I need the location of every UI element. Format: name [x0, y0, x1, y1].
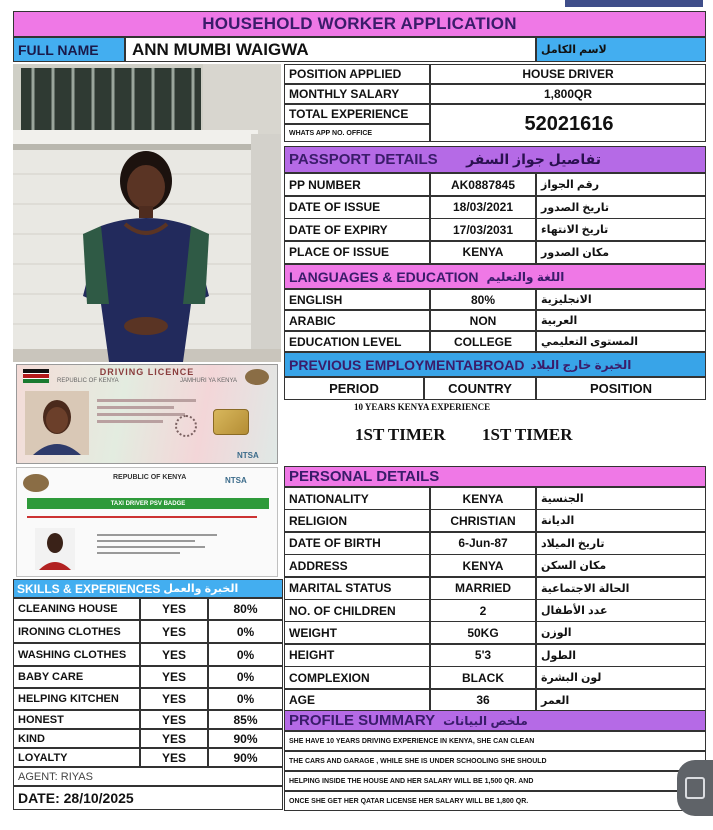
- page-title: HOUSEHOLD WORKER APPLICATION: [202, 14, 517, 33]
- personal-row-value: KENYA: [430, 554, 536, 577]
- passport-row-label-arabic: تاريخ الانتهاء: [536, 218, 706, 241]
- passport-row-value: 18/03/2021: [430, 196, 536, 219]
- employment-note: 10 YEARS KENYA EXPERIENCE: [354, 402, 491, 412]
- licence-flag-icon: [23, 369, 49, 383]
- employment-section-title-arabic: الخبرة خارج البلاد: [530, 357, 632, 372]
- skill-row-percent: 0%: [208, 688, 283, 710]
- header-bar: [13, 11, 706, 37]
- skill-row-percent: 90%: [208, 748, 283, 767]
- header-corner-tab: [565, 0, 703, 7]
- badge-text-block: [97, 530, 247, 558]
- badge-portrait: [35, 528, 75, 570]
- skill-row-label: HELPING KITCHEN: [13, 688, 140, 710]
- job-row-value: HOUSE DRIVER: [430, 64, 706, 84]
- personal-row-value: 5'3: [430, 644, 536, 667]
- skill-row-label: LOYALTY: [13, 748, 140, 767]
- personal-row-label: NATIONALITY: [284, 487, 430, 510]
- agent-label: AGENT: RIYAS: [13, 767, 283, 786]
- personal-row-label-arabic: عدد الأطفال: [536, 599, 706, 622]
- employment-section-title: PREVIOUS EMPLOYMENTABROAD: [289, 356, 525, 373]
- badge-green-band: [27, 498, 269, 509]
- personal-row-label-arabic: العمر: [536, 689, 706, 712]
- passport-section-title-arabic: تفاصيل جواز السفر: [466, 151, 601, 167]
- licence-subtitle: [57, 378, 237, 387]
- skill-row-label: IRONING CLOTHES: [13, 620, 140, 643]
- applicant-photo: [13, 64, 281, 362]
- passport-section-title: PASSPORT DETAILS: [289, 151, 438, 168]
- employment-section-header: [284, 352, 706, 377]
- licence-country: REPUBLIC OF KENYA: [57, 378, 119, 384]
- skill-row-yes: YES: [140, 729, 208, 748]
- personal-row-label: MARITAL STATUS: [284, 577, 430, 600]
- passport-row-label-arabic: رقم الجواز: [536, 173, 706, 196]
- whatsapp-number: 52021616: [524, 112, 614, 135]
- full-name-label-arabic: لاسم الكامل: [536, 37, 706, 62]
- personal-row-label-arabic: الحالة الاجتماعية: [536, 577, 706, 600]
- language-row-value: NON: [430, 310, 536, 331]
- full-name-value: ANN MUMBI WAIGWA: [125, 37, 536, 62]
- personal-row-label: DATE OF BIRTH: [284, 532, 430, 555]
- profile-section-title: PROFILE SUMMARY: [289, 712, 436, 729]
- licence-title: DRIVING LICENCE: [99, 367, 195, 377]
- profile-summary-line: ONCE SHE GET HER QATAR LICENSE HER SALARY WILL BE 1,800 QR.: [284, 791, 706, 811]
- language-row-value: COLLEGE: [430, 331, 536, 352]
- job-row-label: TOTAL EXPERIENCE: [284, 104, 430, 124]
- skill-row-label: HONEST: [13, 710, 140, 729]
- licence-fingerprint-icon: [175, 415, 197, 437]
- passport-row-label: DATE OF ISSUE: [284, 196, 430, 219]
- personal-row-label: ADDRESS: [284, 554, 430, 577]
- skill-row-yes: YES: [140, 688, 208, 710]
- job-row-label: POSITION APPLIED: [284, 64, 430, 84]
- whatsapp-number-box: [430, 104, 706, 142]
- profile-section-title-arabic: ملخص البيانات: [443, 713, 528, 728]
- personal-row-label: NO. OF CHILDREN: [284, 599, 430, 622]
- personal-row-label: RELIGION: [284, 509, 430, 532]
- personal-row-value: 50KG: [430, 621, 536, 644]
- employment-column-header: COUNTRY: [424, 377, 536, 400]
- languages-section-header: [284, 264, 706, 289]
- personal-row-label-arabic: الطول: [536, 644, 706, 667]
- language-row-value: 80%: [430, 289, 536, 310]
- personal-row-value: KENYA: [430, 487, 536, 510]
- skill-row-label: CLEANING HOUSE: [13, 598, 140, 620]
- personal-row-label-arabic: الجنسية: [536, 487, 706, 510]
- personal-row-label: WEIGHT: [284, 621, 430, 644]
- job-row-value: 1,800QR: [430, 84, 706, 104]
- skill-row-yes: YES: [140, 748, 208, 767]
- personal-row-label-arabic: لون البشرة: [536, 666, 706, 689]
- whatsapp-label: WHATS APP NO. OFFICE: [284, 124, 430, 142]
- skill-row-percent: 85%: [208, 710, 283, 729]
- skill-row-yes: YES: [140, 620, 208, 643]
- watermark-icon: [677, 760, 713, 816]
- language-row-label: ENGLISH: [284, 289, 430, 310]
- passport-section-header: [284, 146, 706, 173]
- licence-portrait: [25, 391, 89, 455]
- full-name-label: FULL NAME: [13, 37, 125, 62]
- skill-row-percent: 80%: [208, 598, 283, 620]
- language-row-label-arabic: العربية: [536, 310, 706, 331]
- profile-summary-line: HELPING INSIDE THE HOUSE AND HER SALARY WILL BE 1,500 QR. AND: [284, 771, 706, 791]
- passport-row-label-arabic: تاريخ الصدور: [536, 196, 706, 219]
- personal-row-label: HEIGHT: [284, 644, 430, 667]
- personal-row-label: AGE: [284, 689, 430, 712]
- passport-row-label: PP NUMBER: [284, 173, 430, 196]
- personal-row-label-arabic: مكان السكن: [536, 554, 706, 577]
- skill-row-percent: 0%: [208, 666, 283, 688]
- badge-detail-line: [27, 516, 257, 518]
- personal-row-value: CHRISTIAN: [430, 509, 536, 532]
- date-label: DATE: 28/10/2025: [13, 786, 283, 810]
- language-row-label-arabic: المستوى التعليمي: [536, 331, 706, 352]
- profile-summary-line: THE CARS AND GARAGE , WHILE SHE IS UNDER SCHOOLING SHE SHOULD: [284, 751, 706, 771]
- skill-row-yes: YES: [140, 643, 208, 666]
- personal-row-value: BLACK: [430, 666, 536, 689]
- language-row-label: ARABIC: [284, 310, 430, 331]
- badge-agency: NTSA: [225, 476, 247, 485]
- skill-row-label: KIND: [13, 729, 140, 748]
- skill-row-percent: 90%: [208, 729, 283, 748]
- personal-row-value: 2: [430, 599, 536, 622]
- badge-title: TAXI DRIVER PSV BADGE: [110, 500, 186, 507]
- passport-row-value: 17/03/2031: [430, 218, 536, 241]
- licence-country-sw: JAMHURI YA KENYA: [179, 378, 237, 384]
- skill-row-percent: 0%: [208, 620, 283, 643]
- licence-coat-of-arms-icon: [245, 369, 269, 385]
- skills-section-title-arabic: الخبرة والعمل: [163, 583, 239, 595]
- profile-section-header: [284, 710, 706, 731]
- languages-section-title: LANGUAGES & EDUCATION: [289, 268, 479, 285]
- languages-section-title-arabic: اللغة والتعليم: [486, 269, 565, 284]
- skill-row-label: WASHING CLOTHES: [13, 643, 140, 666]
- passport-row-label-arabic: مكان الصدور: [536, 241, 706, 264]
- personal-row-label-arabic: الديانة: [536, 509, 706, 532]
- personal-row-label-arabic: الوزن: [536, 621, 706, 644]
- passport-row-label: DATE OF EXPIRY: [284, 218, 430, 241]
- skill-row-yes: YES: [140, 710, 208, 729]
- language-row-label: EDUCATION LEVEL: [284, 331, 430, 352]
- licence-chip-icon: [213, 409, 249, 435]
- licence-agency: NTSA: [237, 451, 259, 460]
- job-row-label: MONTHLY SALARY: [284, 84, 430, 104]
- skill-row-label: BABY CARE: [13, 666, 140, 688]
- psv-badge-image: [16, 467, 278, 577]
- first-timer-country: 1ST TIMER: [355, 425, 446, 444]
- badge-country: REPUBLIC OF KENYA: [113, 474, 187, 481]
- profile-summary-line: SHE HAVE 10 YEARS DRIVING EXPERIENCE IN KENYA, SHE CAN CLEAN: [284, 731, 706, 751]
- passport-row-value: KENYA: [430, 241, 536, 264]
- badge-coat-of-arms-icon: [23, 474, 49, 492]
- personal-section-header: [284, 466, 706, 487]
- personal-row-value: MARRIED: [430, 577, 536, 600]
- skill-row-yes: YES: [140, 598, 208, 620]
- personal-row-value: 6-Jun-87: [430, 532, 536, 555]
- first-timer-position: 1ST TIMER: [482, 425, 573, 444]
- personal-section-title: PERSONAL DETAILS: [289, 468, 440, 485]
- skill-row-yes: YES: [140, 666, 208, 688]
- whatsapp-number-overlay: [496, 109, 642, 139]
- skill-row-percent: 0%: [208, 643, 283, 666]
- skills-section-header: [13, 579, 283, 598]
- passport-row-label: PLACE OF ISSUE: [284, 241, 430, 264]
- personal-row-label-arabic: تاريخ الميلاد: [536, 532, 706, 555]
- skills-section-title: SKILLS & EXPERIENCES: [17, 581, 161, 596]
- employment-column-header: POSITION: [536, 377, 706, 400]
- employment-column-header: PERIOD: [284, 377, 424, 400]
- language-row-label-arabic: الانجليزية: [536, 289, 706, 310]
- driving-licence-image: [16, 364, 278, 464]
- personal-row-label: COMPLEXION: [284, 666, 430, 689]
- personal-row-value: 36: [430, 689, 536, 712]
- passport-row-value: AK0887845: [430, 173, 536, 196]
